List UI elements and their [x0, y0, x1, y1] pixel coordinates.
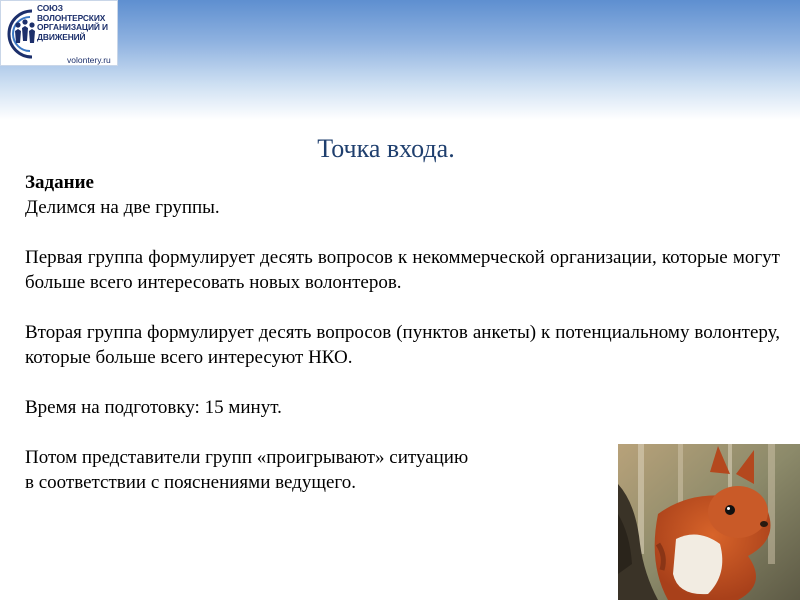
paragraph-time: Время на подготовку: 15 минут.: [25, 397, 282, 418]
logo-line: ВОЛОНТЕРСКИХ: [37, 12, 106, 23]
paragraph-groups: Делимся на две группы.: [25, 197, 220, 218]
logo-line: СОЮЗ: [37, 3, 63, 13]
logo-text: [37, 4, 119, 42]
paragraph-roleplay-line1: Потом представители групп «проигрывают» ситуацию: [25, 447, 469, 468]
squirrel-photo: [618, 444, 800, 600]
header-gradient: [0, 0, 800, 120]
logo-url: volontery.ru: [67, 55, 111, 65]
logo-line: ОРГАНИЗАЦИЙ И: [37, 22, 108, 33]
logo-line: ДВИЖЕНИЙ: [37, 31, 86, 42]
paragraph-roleplay-line2: в соответствии с пояснениями ведущего.: [25, 472, 356, 493]
people-logo-icon: [4, 5, 38, 63]
task-heading: Задание: [25, 172, 94, 193]
paragraph-second-group: Вторая группа формулирует десять вопросов (пунктов анкеты) к потенциальному волонтеру, которые больше всего интересуют НКО.: [25, 322, 780, 368]
paragraph-first-group: Первая группа формулирует десять вопросов к некоммерческой организации, которые могут больше всего интересовать новых волонтеров.: [25, 247, 780, 293]
organization-logo: [0, 0, 118, 66]
slide-title: Точка входа.: [317, 134, 455, 163]
